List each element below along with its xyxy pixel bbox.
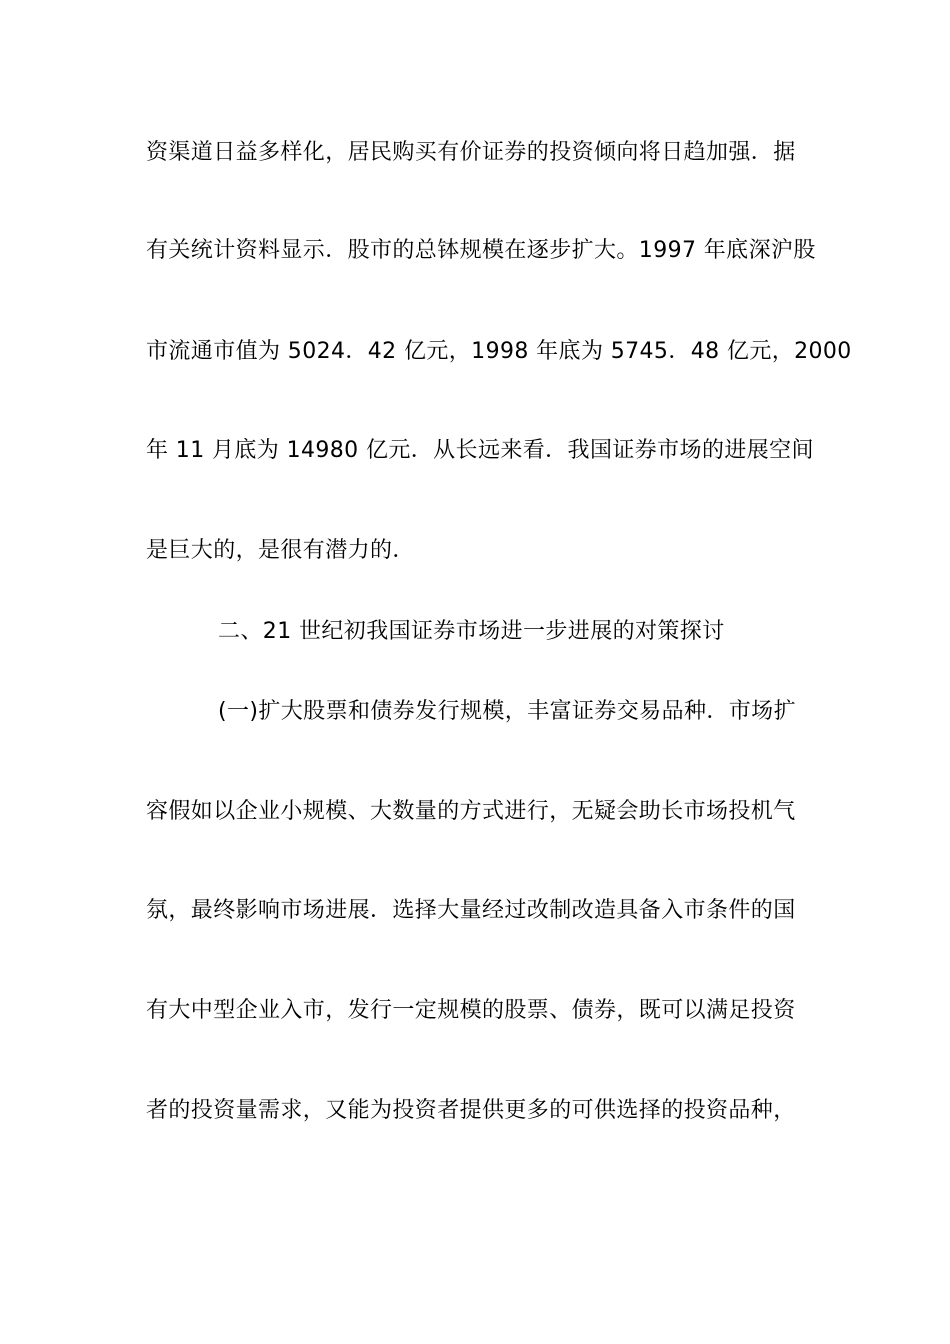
body-text-line: 是巨大的，是很有潜力的．: [146, 538, 415, 563]
body-text-line: 容假如以企业小规模、大数量的方式进行，无疑会助长市场投机气: [146, 799, 796, 824]
section-heading: 二、21 世纪初我国证券市场进一步进展的对策探讨: [218, 619, 725, 644]
body-text-line: 年 11 月底为 14980 亿元．从长远来看．我国证券市场的进展空间: [146, 438, 814, 463]
body-text-line: 市流通市值为 5024．42 亿元，1998 年底为 5745．48 亿元，2000: [146, 339, 852, 364]
body-text-line: 有大中型企业入市，发行一定规模的股票、债券，既可以满足投资: [146, 998, 796, 1023]
body-text-line: 资渠道日益多样化，居民购买有价证券的投资倾向将日趋加强．据: [146, 140, 796, 165]
body-text-line: (一)扩大股票和债券发行规模，丰富证券交易品种．市场扩: [218, 699, 796, 724]
body-text-line: 氛，最终影响市场进展．选择大量经过改制改造具备入市条件的国: [146, 898, 796, 923]
body-text-line: 者的投资量需求，又能为投资者提供更多的可供选择的投资品种，: [146, 1098, 796, 1123]
body-text-line: 有关统计资料显示．股市的总钵规模在逐步扩大。1997 年底深沪股: [146, 238, 816, 263]
